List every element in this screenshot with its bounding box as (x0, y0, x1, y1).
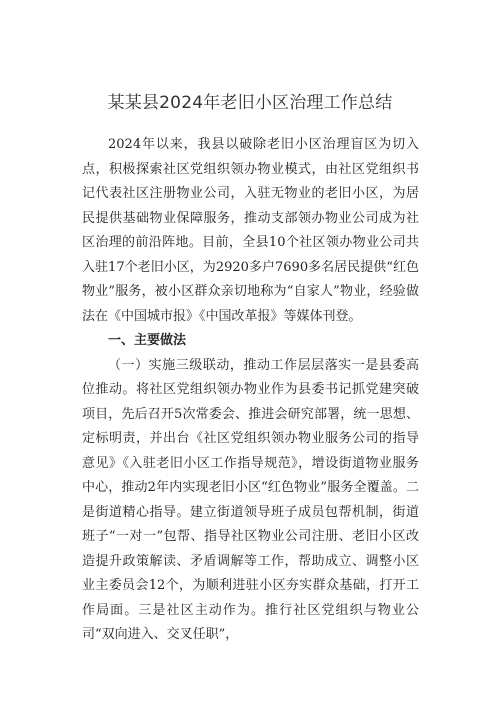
intro-paragraph: 2024年以来，我县以破除老旧小区治理盲区为切入点，积极探索社区党组织领办物业模式，由社区党组织书记代表社区注册物业公司，入驻无物业的老旧小区，为居民提供基础物业保障服务，推动支部领办物业公司成为社区治理的前沿阵地。目前，全县10个社区领办物业公司共入驻17个老旧小区，为2920多户7690多名居民提供“红色物业”服务，被小区群众亲切地称为“自家人”物业，经验做法在《中国城市报》《中国改革报》等媒体刊登。 (82, 137, 419, 324)
section-paragraph: （一）实施三级联动，推动工作层层落实一是县委高位推动。将社区党组织领办物业作为县委书记抓党建突破项目，先后召开5次常委会、推进会研究部署，统一思想、定标明责，并出台《社区党组织领办物业服务公司的指导意见》《入驻老旧小区工作指导规范》，增设街道物业服务中心，推动2年内实现老旧小区“红色物业”服务全覆盖。二是街道精心指导。建立街道领导班子成员包帮机制，街道班子“一对一”包帮、指导社区物业公司注册、老旧小区改造提升政策解读、矛盾调解等工作，帮助成立、调整小区业主委员会12个，为顺利进驻小区夯实群众基础，打开工作局面。三是社区主动作为。推行社区党组织与物业公司“双向进入、交叉任职”， (82, 357, 419, 642)
document-body (82, 133, 419, 648)
document-title: 某某县2024年老旧小区治理工作总结 (107, 93, 393, 113)
section-heading: 一、主要做法 (108, 333, 187, 348)
